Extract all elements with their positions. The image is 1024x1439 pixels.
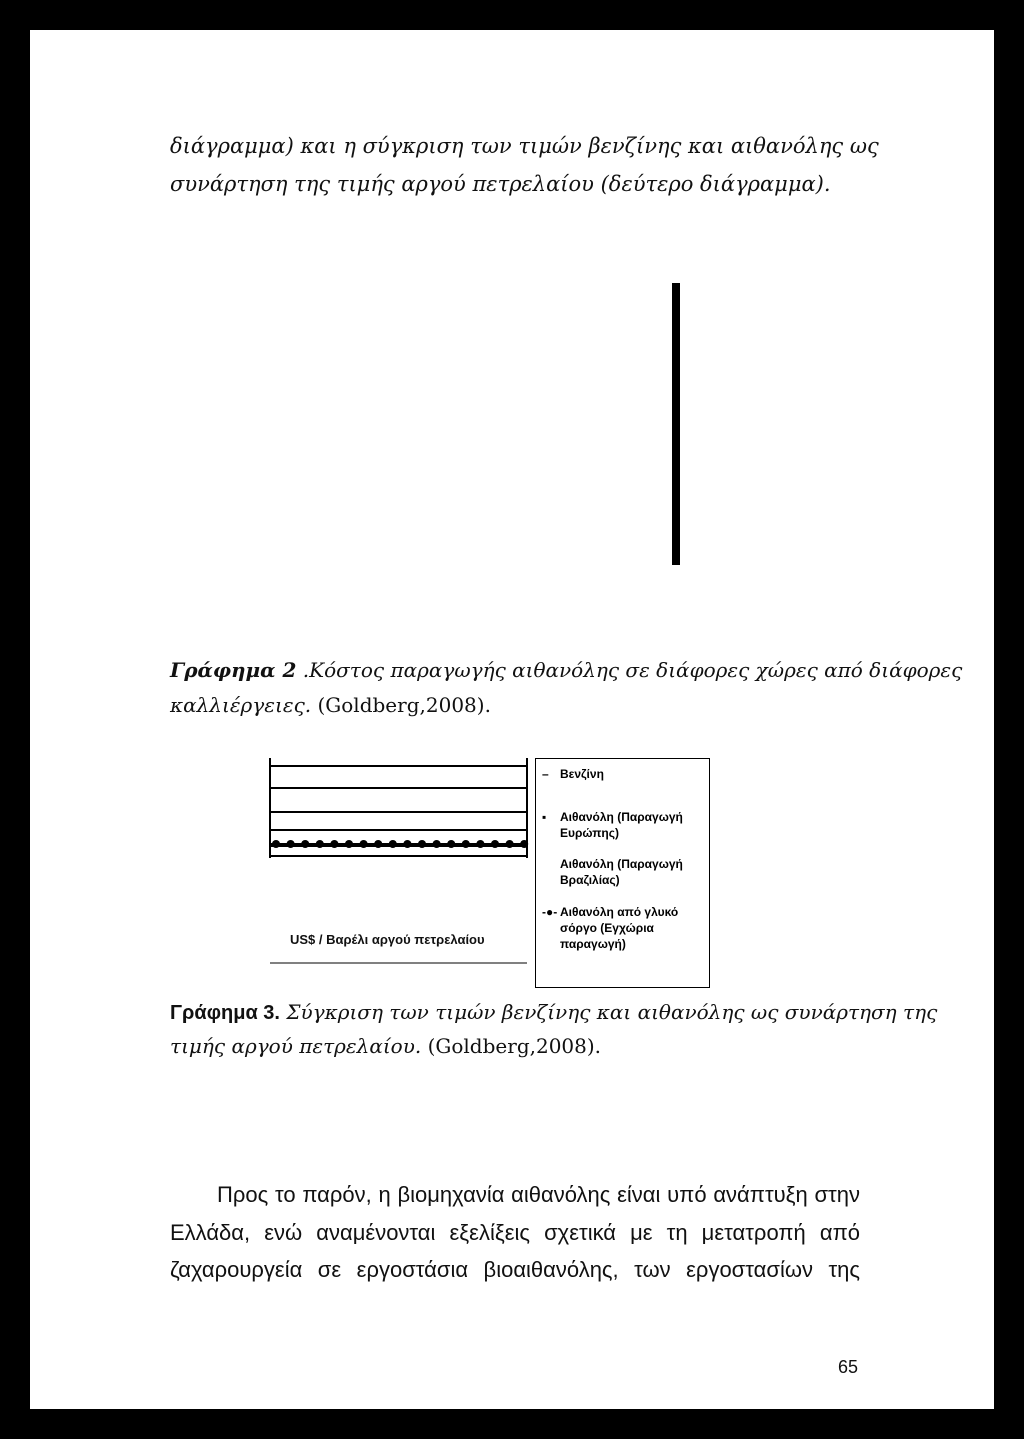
figure-2-text-2: καλλιέργειες. bbox=[170, 693, 312, 717]
figure-3-ref: (Goldberg,2008). bbox=[427, 1034, 602, 1058]
ethanol-sugarcane-marker bbox=[389, 840, 397, 848]
figure-3-label: Γράφημα 3. bbox=[170, 1002, 280, 1024]
figure-3-caption-line-1 bbox=[170, 1000, 937, 1025]
figure-3-legend bbox=[535, 758, 710, 988]
figure-2-text: .Κόστος παραγωγής αιθανόλης σε διάφορες χώρες από διάφορες bbox=[302, 658, 963, 682]
ethanol-sugarcane-marker bbox=[374, 840, 382, 848]
legend-item-ethanol-sugarcane: -●- Αιθανόλη από γλυκό σόργο (Εγχώρια παραγωγή) bbox=[542, 905, 679, 951]
ethanol-sugarcane-marker bbox=[360, 840, 368, 848]
ethanol-sugarcane-marker bbox=[506, 840, 514, 848]
ethanol-sugarcane-marker bbox=[418, 840, 426, 848]
ethanol-sugarcane-marker bbox=[476, 840, 484, 848]
legend-item-ethanol-brazil: Αιθανόλη (Παραγωγή Βραζιλίας) bbox=[560, 857, 683, 887]
ethanol-sugarcane-marker bbox=[345, 840, 353, 848]
legend-item-gasoline: – Βενζίνη bbox=[542, 767, 604, 781]
paragraph-line-3: ζαχαρουργεία σε εργοστάσια βιοαιθανόλης, των εργοστασίων της bbox=[170, 1257, 860, 1282]
figure-2-label: Γράφημα 2 bbox=[170, 658, 297, 682]
ethanol-sugarcane-marker bbox=[330, 840, 338, 848]
page bbox=[30, 30, 994, 1409]
ethanol-sugarcane-marker bbox=[491, 840, 499, 848]
ethanol-sugarcane-marker bbox=[403, 840, 411, 848]
ethanol-sugarcane-marker bbox=[433, 840, 441, 848]
ethanol-sugarcane-marker bbox=[462, 840, 470, 848]
ethanol-sugarcane-marker bbox=[272, 840, 280, 848]
figure-2-ref: (Goldberg,2008). bbox=[317, 693, 491, 717]
ethanol-sugarcane-marker bbox=[447, 840, 455, 848]
ethanol-sugarcane-marker bbox=[316, 840, 324, 848]
intro-line-1: διάγραμμα) και η σύγκριση των τιμών βενζίνης και αιθανόλης ως bbox=[170, 134, 879, 158]
ethanol-sugarcane-marker bbox=[301, 840, 309, 848]
figure-3-axis-label: US$ / Βαρέλι αργού πετρελαίου bbox=[290, 932, 485, 947]
ethanol-sugarcane-marker bbox=[520, 840, 528, 848]
figure-3-text: Σύγκριση των τιμών βενζίνης και αιθανόλης ως συνάρτηση της bbox=[286, 1000, 938, 1024]
figure-3-svg bbox=[30, 30, 994, 990]
figure-3-text-2: τιμής αργού πετρελαίου. bbox=[170, 1034, 422, 1058]
ethanol-sugarcane-marker bbox=[287, 840, 295, 848]
intro-line-2: συνάρτηση της τιμής αργού πετρελαίου (δεύτερο διάγραμμα). bbox=[170, 172, 831, 196]
page-number: 65 bbox=[838, 1357, 859, 1377]
paragraph-line-2: Ελλάδα, ενώ αναμένονται εξελίξεις σχετικά με τη μετατροπή από bbox=[170, 1220, 860, 1245]
legend-item-ethanol-europe: ▪ Αιθανόλη (Παραγωγή Ευρώπης) bbox=[542, 810, 683, 840]
figure-3-caption-line-2 bbox=[170, 1034, 601, 1058]
paragraph-line-1: Προς το παρόν, η βιομηχανία αιθανόλης είναι υπό ανάπτυξη στην bbox=[217, 1182, 860, 1207]
